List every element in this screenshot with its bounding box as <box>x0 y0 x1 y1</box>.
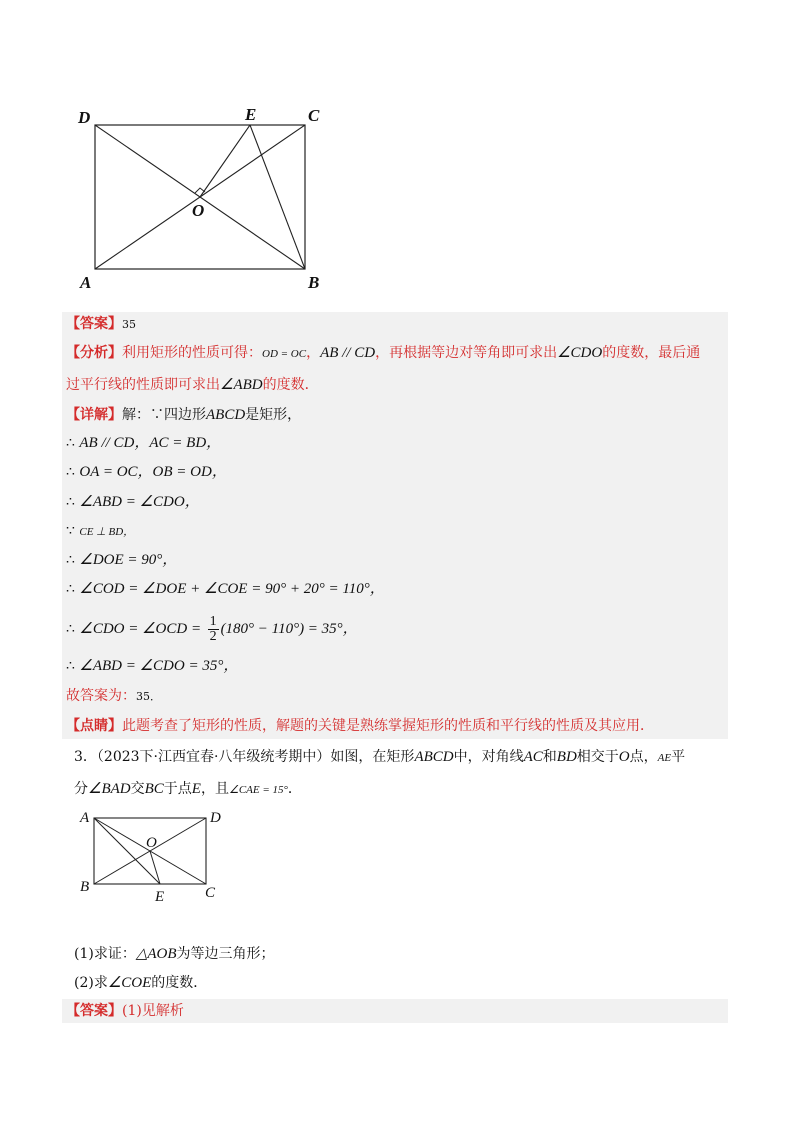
label-b: B <box>308 273 320 292</box>
answer-line <box>66 314 136 335</box>
step-prefix: ∴ <box>66 464 75 480</box>
label-a: A <box>80 810 90 826</box>
q3-text: (1)求证： <box>74 946 136 962</box>
answer-value: 35 <box>122 318 136 331</box>
segment-eb <box>250 125 305 269</box>
fraction-one-half <box>208 615 219 644</box>
question3-part2 <box>74 973 207 993</box>
step-math: CE ⊥ BD， <box>79 526 135 538</box>
detail-text-1: 解：∵四边形 <box>122 407 206 423</box>
step-math: AB // CD，AC = BD， <box>79 435 222 451</box>
step-prefix: ∴ <box>66 581 75 597</box>
label-a: A <box>80 273 92 292</box>
q3-math: AC <box>523 749 543 765</box>
analysis-line-1 <box>66 343 700 364</box>
detail-math-1: ABCD <box>206 407 246 423</box>
step-math: ∠DOE = 90°， <box>79 552 178 568</box>
q3-math: ∠BAD <box>88 781 131 797</box>
label-d: D <box>210 810 221 826</box>
analysis-math-3: ∠CDO <box>557 345 603 361</box>
label-o: O <box>146 835 157 851</box>
figure-1-svg <box>70 95 340 300</box>
q3-text: 中，对角线 <box>453 749 524 765</box>
label-e: E <box>155 889 165 905</box>
analysis-text-1: 利用矩形的性质可得： <box>122 345 262 361</box>
analysis-tag: 【分析】 <box>66 345 122 361</box>
q3-text: 点， <box>629 749 658 765</box>
conclusion-line <box>66 686 161 707</box>
conclusion-value: 35． <box>136 690 161 703</box>
q3-text: 于点 <box>163 781 192 797</box>
step-fraction <box>66 612 358 646</box>
step-1 <box>66 433 221 453</box>
q3-math: E <box>191 781 201 797</box>
step-prefix: ∴ <box>66 552 75 568</box>
analysis-line2-math: ∠ABD <box>220 377 263 393</box>
comment-line <box>66 716 654 736</box>
detail-line <box>66 405 301 425</box>
step-4 <box>66 521 134 542</box>
step-prefix: ∴ <box>66 435 75 451</box>
step-math: OA = OC，OB = OD， <box>79 464 227 480</box>
analysis-line-2 <box>66 375 319 395</box>
frac-step-right: (180° − 110°) = 35°， <box>220 621 358 637</box>
fraction-numerator: 1 <box>209 613 217 629</box>
q3-math: BC <box>144 781 164 797</box>
q3-math: ∠COE <box>107 975 152 991</box>
step-prefix: ∴ <box>66 494 75 510</box>
fraction-denominator: 2 <box>209 628 217 644</box>
label-e: E <box>245 105 257 124</box>
label-d: D <box>78 108 91 127</box>
conclusion-text: 故答案为： <box>66 688 136 704</box>
q3-text: 的度数． <box>151 975 208 991</box>
figure-rectangle-abcd-2 <box>72 805 242 905</box>
segment-oe <box>200 125 250 197</box>
q3-text: (2)求 <box>74 975 108 991</box>
step-math: ∠COD = ∠DOE + ∠COE = 90° + 20° = 110°， <box>79 581 385 597</box>
analysis-line2-text-2: 的度数． <box>262 377 319 393</box>
analysis-math-2: AB // CD <box>320 345 376 361</box>
q3-math: ∠CAE = 15° <box>228 784 288 796</box>
step-5 <box>66 550 177 570</box>
label-o: O <box>192 201 205 220</box>
figure-rectangle-abcd-1 <box>70 95 340 300</box>
step-prefix: ∴ <box>66 621 75 637</box>
q3-math: AE <box>657 752 672 764</box>
question3-part1 <box>74 944 275 964</box>
q3-math: △AOB <box>135 946 177 962</box>
analysis-sep: ， <box>306 345 321 361</box>
analysis-math-1: OD = OC <box>262 348 307 360</box>
question3-line2 <box>74 779 302 800</box>
step-3 <box>66 492 200 512</box>
step-6 <box>66 579 385 599</box>
question3-line1 <box>74 747 685 768</box>
q3-math: ABCD <box>414 749 454 765</box>
q3-text: 分 <box>74 781 88 797</box>
analysis-text-3: 的度数，最后通 <box>602 345 701 361</box>
step-2 <box>66 462 227 482</box>
q3-text: 为等边三角形； <box>176 946 275 962</box>
q3-text: 平 <box>671 749 686 765</box>
question3-answer-line <box>66 1001 184 1021</box>
frac-step-left: ∠CDO = ∠OCD = <box>79 621 202 637</box>
q3-text: ，且 <box>200 781 229 797</box>
analysis-line2-text-1: 过平行线的性质即可求出 <box>66 377 220 393</box>
q3-text: 3．（2023下·江西宜春·八年级统考期中）如图，在矩形 <box>74 749 415 765</box>
detail-tag: 【详解】 <box>66 407 122 423</box>
step-prefix: ∵ <box>66 523 75 539</box>
answer-tag: 【答案】 <box>66 316 122 332</box>
step-prefix: ∴ <box>66 658 75 674</box>
q3-math: O <box>618 749 630 765</box>
step-final <box>66 656 238 676</box>
step-math: ∠ABD = ∠CDO， <box>79 494 200 510</box>
analysis-text-2: ，再根据等边对等角即可求出 <box>375 345 558 361</box>
label-c: C <box>308 106 320 125</box>
q3-answer-tag: 【答案】 <box>66 1003 122 1019</box>
q3-text: 相交于 <box>576 749 619 765</box>
step-math: ∠ABD = ∠CDO = 35°， <box>79 658 239 674</box>
q3-text: 交 <box>130 781 145 797</box>
q3-text: ． <box>287 781 302 797</box>
label-b: B <box>80 879 90 895</box>
comment-text: 此题考查了矩形的性质，解题的关键是熟练掌握矩形的性质和平行线的性质及其应用． <box>122 718 654 734</box>
comment-tag: 【点睛】 <box>66 718 122 734</box>
q3-math: BD <box>556 749 577 765</box>
detail-text-2: 是矩形， <box>245 407 302 423</box>
label-c: C <box>205 885 216 901</box>
q3-answer-value: (1)见解析 <box>122 1003 184 1019</box>
q3-text: 和 <box>542 749 557 765</box>
figure-2-svg <box>72 805 242 905</box>
